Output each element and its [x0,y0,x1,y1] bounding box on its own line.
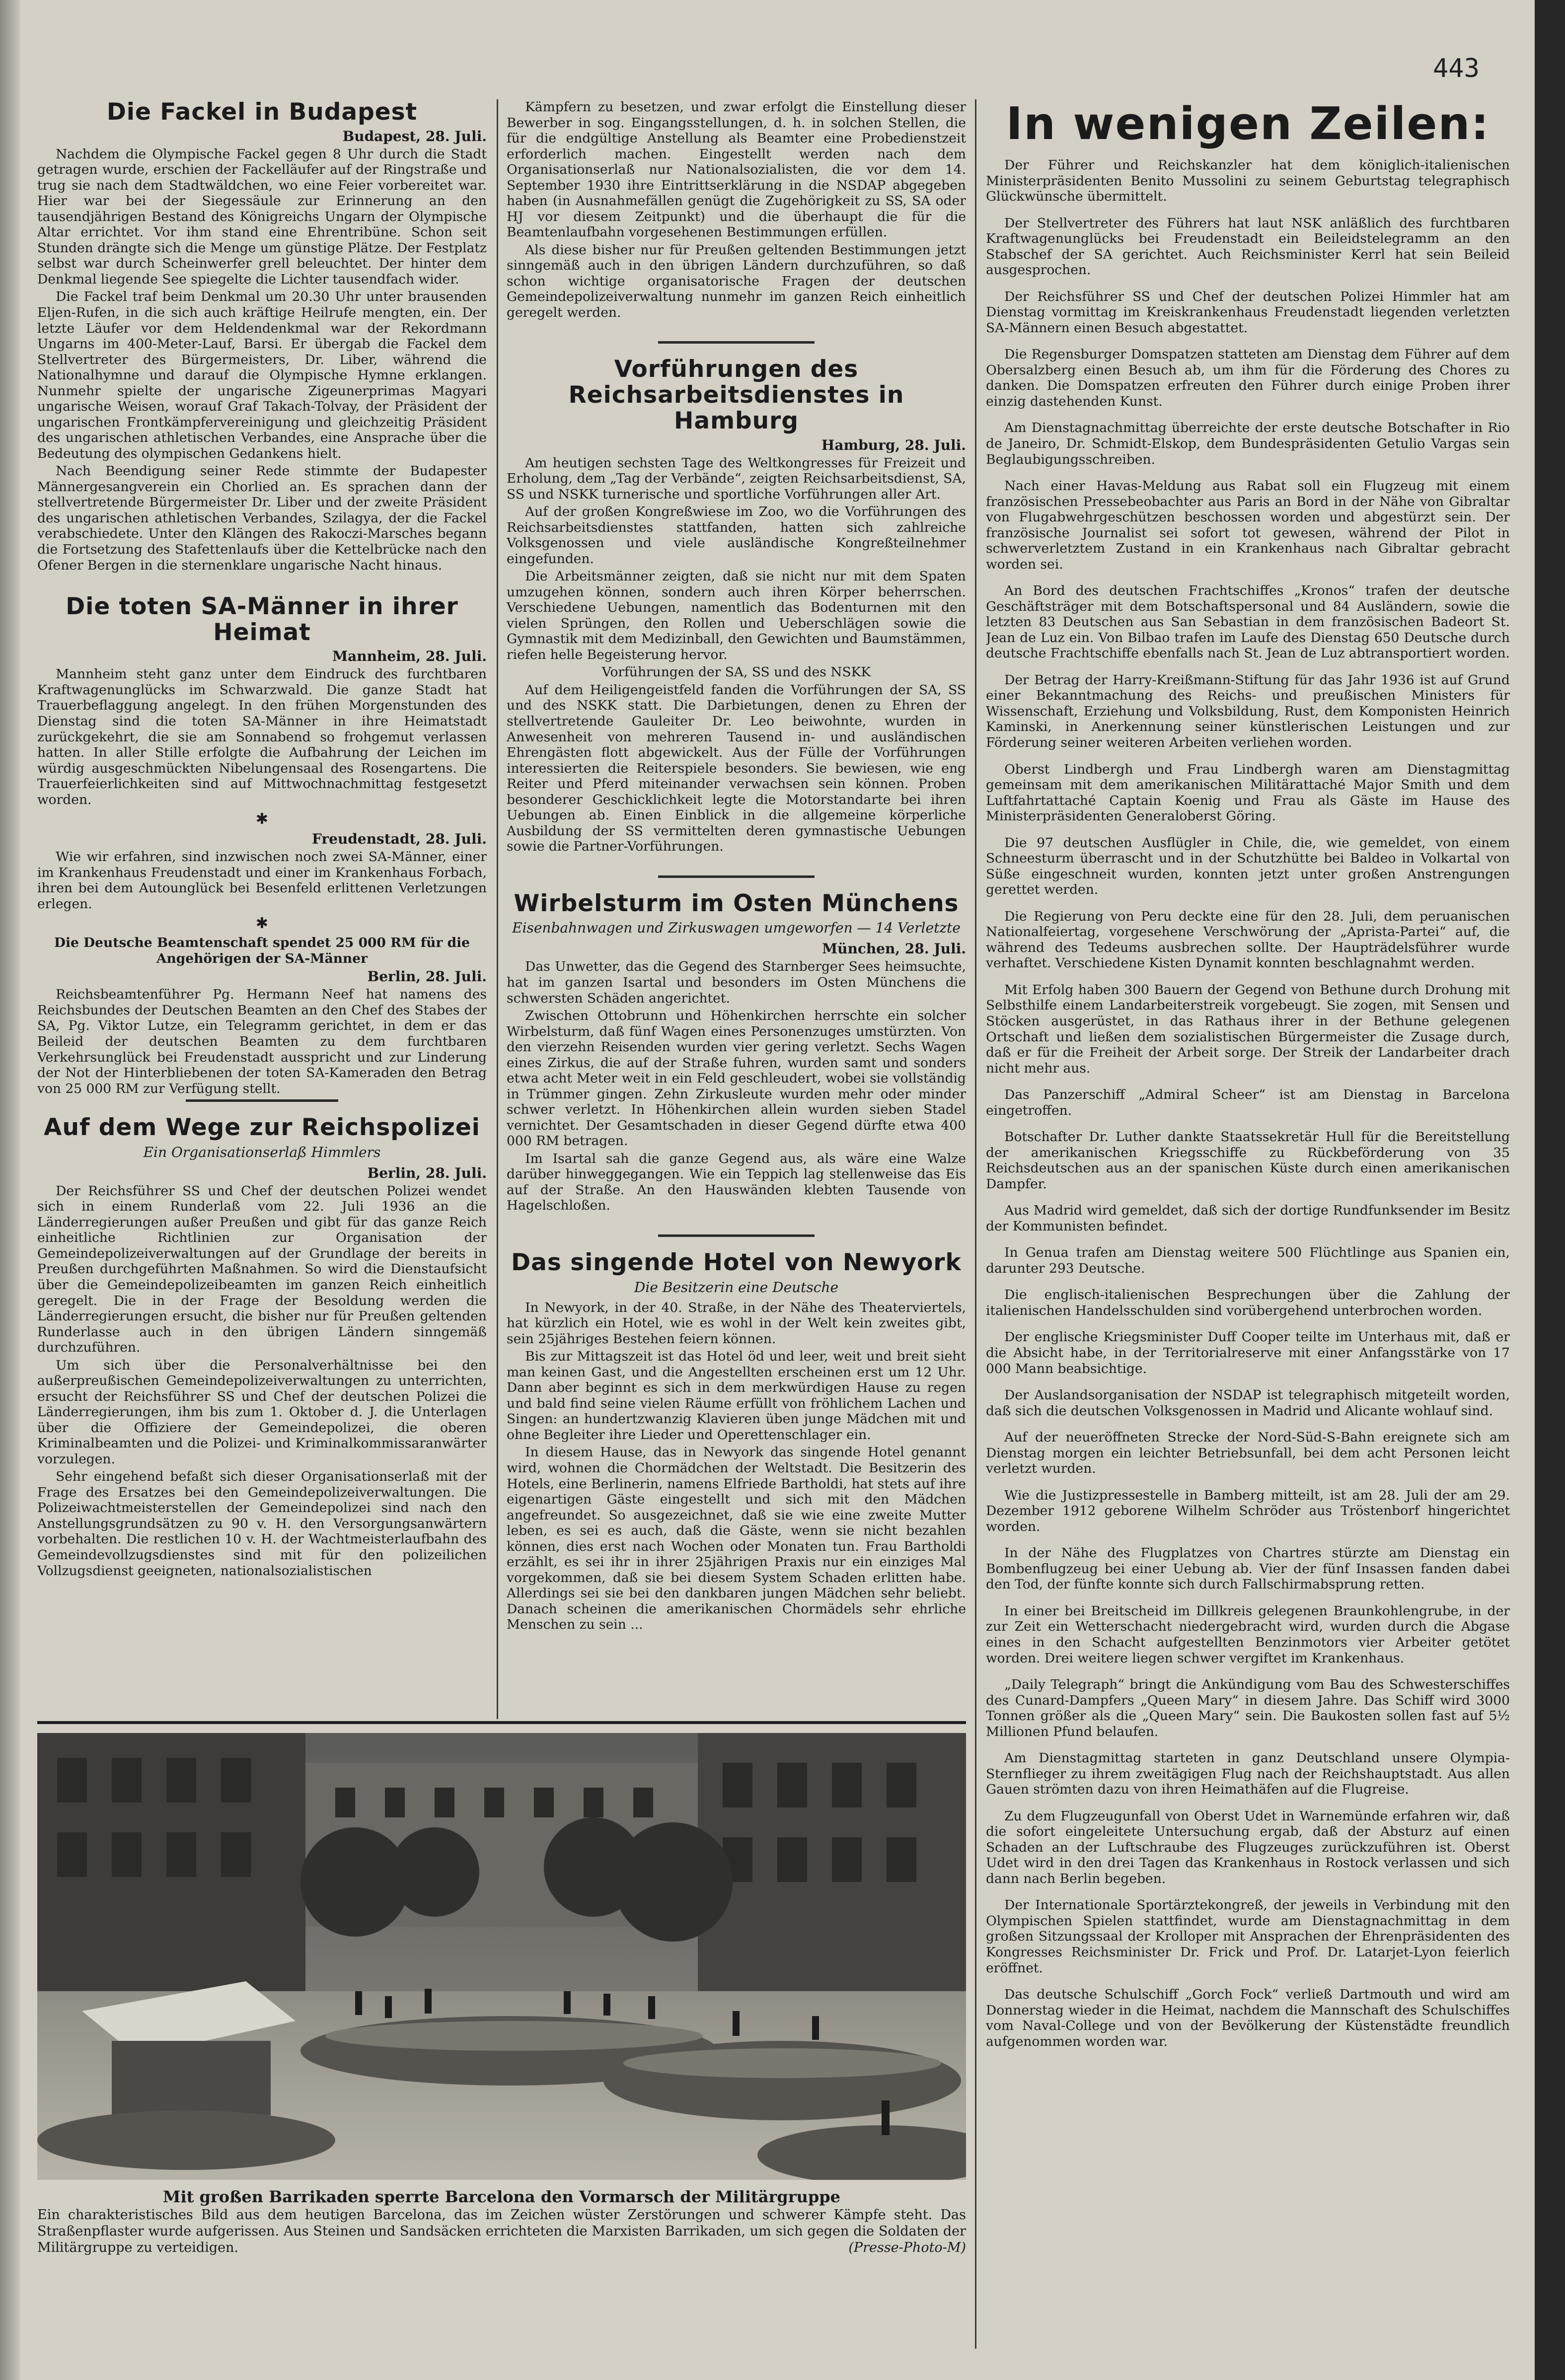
paragraph: Die Fackel traf beim Denkmal um 20.30 Uhr unter brausenden Eljen-Rufen, in die sich auch kräftige Heilrufe mengten, ein. Der letzte Läufer vor dem Heldendenkmal war der Rekordmann Ungarns im 400-Meter-Lauf, Barsi. Er übergab die Fackel dem Stellvertreter des Bürgermeisters, Dr. Liber, während die Nationalhymne und darauf die Olympische Hymne erklangen. Nunmehr spielte der ungarische Zigeunerprimas Magyari ungarische Weisen, worauf Graf Takach-Tolvay, der Präsident der ungarischen Frontkämpfervereinigung und gleichzeitig Präsident des ungarischen athletischen Verbandes, eine Ansprache über die Bedeutung des olympischen Gedankens hielt. [37,289,487,461]
dateline: Berlin, 28. Juli. [367,968,487,985]
news-brief: Am Dienstagnachmittag überreichte der erste deutsche Botschafter in Rio de Janeiro, Dr. Schmidt-Elskop, dem Bundespräsidenten Getulio Vargas sein Beglaubigungsschreiben. [986,420,1510,467]
paragraph: Die Arbeitsmänner zeigten, daß sie nicht nur mit dem Spaten umzugehen können, sondern auch ihren Körper beherrschen. Verschiedene Uebungen, namentlich das Bodenturnen mit den vielen Sprüngen, den Rollen und Ueberschlägen sowie die Gymnastik mit dem Medizinball, den Gewichten und Baumstämmen, riefen helle Begeisterung hervor. [507,569,966,662]
section-subhead: Vorführungen der SA, SS und des NSKK [601,664,871,680]
news-brief: In einer bei Breitscheid im Dillkreis gelegenen Braunkohlengrube, in der zur Zeit ein Wetterschacht niedergebracht wird, wurden durch die Abgase eines in den Schacht aufgestellten Benzinmotors vier Arbeiter getötet worden. Drei weitere liegen schwer vergiftet im Krankenhaus. [986,1603,1510,1666]
paragraph: Kämpfern zu besetzen, und zwar erfolgt die Einstellung dieser Bewerber in sog. Eingangsstellungen, d. h. in solchen Stellen, die für die endgültige Anstellung als Beamter eine Probedienstzeit erforderlich machen. Eingestellt werden nach dem Organisationserlaß nur Nationalsozialisten, die vor dem 14. September 1930 ihre Eintrittserklärung in die NSDAP abgegeben haben (in Ausnahmefällen genügt die Zugehörigkeit zu SS, SA oder HJ vor diesem Zeitpunkt) und die überhaupt die für die Beamtenlaufbahn vorgesehenen Bestimmungen erfüllen. [507,99,966,240]
article-headline: Vorführungen des Reichsarbeitsdienstes in Hamburg [568,356,904,434]
dateline: Budapest, 28. Juli. [342,128,487,144]
article-wirbelsturm-muenchen [507,891,966,1214]
news-brief: An Bord des deutschen Frachtschiffes „Kronos“ trafen der deutsche Geschäftsträger mit dem Botschaftspersonal und 84 Ausländern, sowie die letzten 83 Deutschen aus San Sebastian in dem französischen Badeort St. Jean de Luz ein. Von Bilbao trafen im Laufe des Dienstag 650 Deutsche durch deutsche Frachtschiffe ebenfalls nach St. Jean de Luz abtransportiert worden. [986,583,1510,661]
paragraph: Bis zur Mittagszeit ist das Hotel öd und leer, weit und breit sieht man keinen Gast, und die Angestellten erscheinen erst um 12 Uhr. Dann aber beginnt es sich in dem merkwürdigen Hause zu regen und bald find seine vielen Räume erfüllt von fröhlichem Lachen und Singen: an hundertzwanzig Klavieren üben junge Mädchen mit und ohne Begleiter ihre Lieder und Operettenschlager ein. [507,1349,966,1442]
photo-illustration [37,1733,966,2180]
asterisk-divider: ✱ [255,915,269,933]
paragraph: Wie wir erfahren, sind inzwischen noch zwei SA-Männer, einer im Krankenhaus Freudenstadt und einer im Krankenhaus Forbach, ihren bei dem Autounglück bei Besenfeld erlittenen Verletzungen erlegen. [37,849,487,912]
paragraph: Sehr eingehend befaßt sich dieser Organisationserlaß mit der Frage des Ersatzes bei den Gemeindepolizeiverwaltungen. Die Polizeiwachtmeisterstellen der Gemeindepolizei sind nach den Anstellungsgrundsätzen zu 90 v. H. den Versorgungsanwärtern vorbehalten. Die restlichen 10 v. H. der Wachtmeisterlaufbahn des Gemeindevollzugsdienstes sind mit für den polizeilichen Vollzugsdienst geeigneten, nationalsozialistischen [37,1469,487,1579]
article-headline: Wirbelsturm im Osten Münchens [514,889,959,917]
lead-paragraph: Die Deutsche Beamtenschaft spendet 25 000 RM für die Angehörigen der SA-Männer [54,935,470,966]
photo-title: Mit großen Barrikaden sperrte Barcelona den Vormarsch der Militärgruppe [163,2187,840,2206]
news-brief: Der Auslandsorganisation der NSDAP ist telegraphisch mitgeteilt worden, daß sich die deutschen Volksgenossen in Madrid und Alicante wohlauf sind. [986,1387,1510,1419]
section-headline: In wenigen Zeilen: [1006,99,1490,150]
article-fackel-budapest [37,99,487,573]
paragraph: Zwischen Ottobrunn und Höhenkirchen herrschte ein solcher Wirbelsturm, daß fünf Wagen eines Personenzuges umstürzten. Von den vierzehn Reisenden wurden vier gering verletzt. Sechs Wagen eines Zirkus, die auf der Straße fuhren, wurden samt und sonders etwa acht Meter weit in ein Feld geschleudert, wobei sie vollständig in Trümmer gingen. Zehn Zirkusleute wurden mehr oder minder schwer verletzt. In Höhenkirchen allein wurden sieben Stadel vernichtet. Der Gesamtschaden in dieser Gegend dürfte etwa 400 000 RM betragen. [507,1008,966,1149]
dateline: Freudenstadt, 28. Juli. [312,831,487,848]
news-brief: Nach einer Havas-Meldung aus Rabat soll ein Flugzeug mit einem französischen Pressebeobachter aus Paris an Bord in der Nähe von Gibraltar von Flugabwehrgeschützen beschossen worden und abgestürzt sein. Der französische Journalist sei sofort tot gewesen, während der Pilot in schwerverletztem Zustand in ein Krankenhaus nach Gibraltar gebracht worden sei. [986,478,1510,572]
paragraph: Das Unwetter, das die Gegend des Starnberger Sees heimsuchte, hat im ganzen Isartal und besonders im Osten Münchens die schwersten Schäden angerichtet. [507,959,966,1006]
news-brief: Der Betrag der Harry-Kreißmann-Stiftung für das Jahr 1936 ist auf Grund einer Bekanntmachung des Reichs- und preußischen Ministers für Wissenschaft, Erziehung und Volksbildung, Rust, dem Komponisten Heinrich Kaminski, in Anerkennung seiner künstlerischen Leistungen und zur Förderung seiner weiteren Arbeiten verliehen worden. [986,672,1510,750]
paragraph: Nachdem die Olympische Fackel gegen 8 Uhr durch die Stadt getragen wurde, erschien der Fackelläufer auf der Ringstraße und trug sie nach dem Stadtwäldchen, wo eine Feier vorbereitet war. Hier war bei der Siegessäule zur Erinnerung an den tausendjährigen Bestand des Königreichs Ungarn der Olympische Altar errichtet. Vor ihm stand eine Ehrentribüne. Schon seit Stunden drängte sich die Menge um günstige Plätze. Der Festplatz selbst war durch Scheinwerfer grell beleuchtet. Der hinter dem Denkmal liegende See spiegelte die Lichter tausendfach wider. [37,146,487,287]
news-brief: Der Internationale Sportärztekongreß, der jeweils in Verbindung mit den Olympischen Spielen stattfindet, wurde am Dienstagnachmittag in dem großen Sitzungssaal der Krolloper mit Ansprachen der Ehrenpräsidenten des Kongresses Reichsminister Dr. Frick und Prof. Dr. Latarjet-Lyon feierlich eröffnet. [986,1897,1510,1976]
article-separator [658,875,815,878]
paragraph: Mannheim steht ganz unter dem Eindruck des furchtbaren Kraftwagenunglücks im Schwarzwald. Die ganze Stadt hat Trauerbeflaggung angelegt. In den frühen Morgenstunden des Dienstag sind die toten SA-Männer in ihre Heimatstadt zurückgekehrt, die sie am Sonnabend so frohgemut verlassen hatten. In aller Stille erfolgte die Aufbahrung der Leichen im würdig ausgeschmückten Nibelungensaal des Rosengartens. Die Trauerfeierlichkeiten sind auf Mittwochnachmittag festgesetzt worden. [37,666,487,807]
news-brief: Oberst Lindbergh und Frau Lindbergh waren am Dienstagmittag gemeinsam mit dem amerikanischen Militärattaché Major Smith und dem Luftfahrtattaché Captain Koenig und Frau als Gäste im Hause des Ministerpräsidenten Generaloberst Göring. [986,761,1510,824]
news-brief: Die englisch-italienischen Besprechungen über die Zahlung der italienischen Handelsschulden sind vorübergehend unterbrochen worden. [986,1287,1510,1318]
article-headline: Die Fackel in Budapest [106,99,418,126]
news-brief: In der Nähe des Flugplatzes von Chartres stürzte am Dienstag ein Bombenflugzeug bei einer Uebung ab. Vier der fünf Insassen fanden dabei den Tod, der fünfte konnte sich durch Fallschirmabsprung retten. [986,1545,1510,1592]
paragraph: Auf der großen Kongreßwiese im Zoo, wo die Vorführungen des Reichsarbeitsdienstes stattfanden, hatten sich zahlreiche Volksgenossen und viele ausländische Kongreßteilnehmer eingefunden. [507,504,966,567]
article-separator [186,1099,339,1102]
news-brief: Aus Madrid wird gemeldet, daß sich der dortige Rundfunksender im Besitz der Kommunisten befindet. [986,1203,1510,1234]
dateline: Hamburg, 28. Juli. [821,436,966,453]
paragraph: Auf dem Heiligengeistfeld fanden die Vorführungen der SA, SS und des NSKK statt. Die Darbietungen, denen zu Ehren der stellvertretende Gauleiter Dr. Leo beiwohnte, wurden in Anwesenheit von mehreren Tausend in- und ausländischen Ehrengästen flott abgewickelt. Aus der Fülle der Vorführungen interessierten die Reiterspiele besonders. Sie bewiesen, wie eng Reiter und Pferd miteinander verwachsen sein können. Proben besonderer Geschicklichkeit legte die Motorstandarte bei ihren Uebungen ab. Einen Einblick in die allgemeine körperliche Ausbildung der SS vermittelten deren gymnastische Uebungen sowie die Partner-Vorführungen. [507,682,966,855]
paragraph: Als diese bisher nur für Preußen geltenden Bestimmungen jetzt sinngemäß auch in den übrigen Ländern durchzuführen, so daß schon wichtige organisatorische Fragen der deutschen Gemeindepolizeiverwaltung nunmehr im ganzen Reich einheitlich geregelt werden. [507,242,966,320]
dateline: Mannheim, 28. Juli. [332,648,487,665]
street-barricades-photo [37,1733,966,2180]
news-brief: Wie die Justizpressestelle in Bamberg mitteilt, ist am 28. Juli der am 29. Dezember 1912 geborene Wilhelm Schröder aus Tröstenborf hingerichtet worden. [986,1487,1510,1534]
article-reichspolizei [37,1115,487,1579]
page-number: 443 [1433,54,1480,83]
news-brief: Die Regensburger Domspatzen statteten am Dienstag dem Führer auf dem Obersalzberg einen Besuch ab, um ihm für die Förderung des Chores zu danken. Die Domspatzen erfreuten den Führer durch einige Proben ihrer einzig dastehenden Kunst. [986,347,1510,409]
news-brief: Die 97 deutschen Ausflügler in Chile, die, wie gemeldet, von einem Schneesturm überrascht und in der Schutzhütte bei Baldeo in Volkartal von Süße eingeschneit wurden, konnten jetzt unter großen Anstrengungen gerettet werden. [986,835,1510,898]
paragraph: In diesem Hause, das in Newyork das singende Hotel genannt wird, wohnen die Chormädchen der Weltstadt. Die Besitzerin des Hotels, eine Berlinerin, namens Elfriede Bartholdi, hat stets auf ihre eigenartigen Gäste eingestellt und sich mit den Mädchen angefreundet. So ausgezeichnet, daß sie wie eine zweite Mutter leben, es sei es auch, daß die Gäste, wenn sie nicht bezahlen können, dies erst nach Wochen oder Monaten tun. Frau Bartholdi erzählt, es sei ihr in ihrer 25jährigen Praxis nur ein einziges Mal vorgekommen, daß sie bei diesem System Schaden erlitten habe. Allerdings sei sie bei den dankbaren jungen Mädchen sehr beliebt. Danach scheinen die amerikanischen Chormädels sehr ehrliche Menschen zu sein ... [507,1444,966,1633]
article-separator [658,1234,815,1237]
paragraph: Um sich über die Personalverhältnisse bei den außerpreußischen Gemeindepolizeiverwaltungen zu unterrichten, ersucht der Reichsführer SS und Chef der deutschen Polizei die Länderregierungen, ihm bis zum 1. Oktober d. J. die Unterlagen über die Offiziere der Gemeindepolizei, die oberen Kriminalbeamten und die Polizei- und Kriminalkommissaranwärter vorzulegen. [37,1357,487,1467]
article-headline: Auf dem Wege zur Reichspolizei [44,1114,480,1142]
article-headline: Die toten SA-Männer in ihrer Heimat [66,593,458,646]
news-brief: „Daily Telegraph“ bringt die Ankündigung vom Bau des Schwesterschiffes des Cunard-Dampfers „Queen Mary“ in diesem Jahre. Das Schiff wird 3000 Tonnen größer als die „Queen Mary“ sein. Die Baukosten sollen fast auf 5½ Millionen Pfund belaufen. [986,1677,1510,1739]
caption-body: Ein charakteristisches Bild aus dem heutigen Barcelona, das im Zeichen wüster Zerstörungen und schwerer Kämpfe steht. Das Straßenpflaster wurde aufgerissen. Aus Steinen und Sandsäcken errichteten die Marxisten Barrikaden, um sich gegen die Soldaten der Militärgruppe zu verteidigen. [37,2207,966,2255]
news-brief: Das deutsche Schulschiff „Gorch Fock“ verließ Dartmouth und wird am Donnerstag wieder in die Heimat, nachdem die Mannschaft des Schulschiffes vom Naval-College und von der Bevölkerung der Küstenstädte freundlich aufgenommen worden war. [986,1987,1510,2049]
paragraph: Am heutigen sechsten Tage des Weltkongresses für Freizeit und Erholung, dem „Tag der Verbände“, zeigten Reichsarbeitsdienst, SA, SS und NSKK turnerische und sportliche Vorführungen aller Art. [507,455,966,502]
column-3-in-wenigen-zeilen [986,99,1510,2349]
news-brief: Botschafter Dr. Luther dankte Staatssekretär Hull für die Bereitstellung der amerikanischen Kriegsschiffe zu Rückbeförderung von 35 Reichsdeutschen aus an der spanischen Küste durch einen amerikanischen Dampfer. [986,1129,1510,1192]
news-brief: Das Panzerschiff „Admiral Scheer“ ist am Dienstag in Barcelona eingetroffen. [986,1087,1510,1118]
news-brief: Mit Erfolg haben 300 Bauern der Gegend von Bethune durch Drohung mit Selbsthilfe einem Landarbeiterstreik vorgebeugt. Sie zogen, mit Sensen und Stöcken ausgerüstet, in das Rathaus ihrer in der Bethune gelegenen Ortschaft und ließen dem sozialistischen Bürgermeister die Zusage durch, daß er für die Freiheit der Arbeit sorge. Der Streik der Landarbeiter drach nicht mehr aus. [986,982,1510,1076]
article-singendes-hotel [507,1250,966,1633]
dateline: Berlin, 28. Juli. [367,1164,487,1181]
column-2 [507,99,966,1723]
news-brief: Am Dienstagmittag starteten in ganz Deutschland unsere Olympia-Sternflieger zu ihrem zweitägigen Flug nach der Reichshauptstadt. Aus allen Gauen strömten dazu von ihren Heimathäfen auf die Flugreise. [986,1750,1510,1798]
column-1 [37,99,487,1723]
news-brief: Der Reichsführer SS und Chef der deutschen Polizei Himmler hat am Dienstag vormittag im Kreiskrankenhaus Freudenstadt liegenden verletzten SA-Männern einen Besuch abgestattet. [986,288,1510,336]
paragraph: Nach Beendigung seiner Rede stimmte der Budapester Männergesangverein ein Chorlied an. Es sprachen dann der stellvertretende Bürgermeister Dr. Liber und der zweite Präsident des ungarischen athletischen Verbandes, Szilagya, der die Fackel verabschiedete. Unter den Klängen des Rakoczi-Marsches begann die Fortsetzung des Stafettenlaufs über die Kettelbrücke nach den Ofener Bergen in die sternenklare ungarische Nacht hinaus. [37,463,487,573]
news-brief: Zu dem Flugzeugunfall von Oberst Udet in Warnemünde erfahren wir, daß die sofort eingeleitete Untersuchung ergab, daß der Absturz auf einen Schaden an der Luftschraube des Flugzeuges zurückzuführen ist. Oberst Udet wird in den drei Tagen das Krankenhaus in Rostock verlassen und sich dann nach Berlin begeben. [986,1808,1510,1886]
paragraph: Der Reichsführer SS und Chef der deutschen Polizei wendet sich in einem Runderlaß vom 22. Juli 1936 an die Länderregierungen außer Preußen und gibt für das ganze Reich einheitliche Richtlinien zur Organisation der Gemeindepolizeiverwaltungen auf der Grundlage der bereits in Preußen durchgeführten Maßnahmen. So wird die Dienstaufsicht über die Gemeindepolizeibeamten im ganzen Reich einheitlich geregelt. Die in der Frage der Besoldung werden die Länderregierungen ersucht, die bisher nur für Preußen geltenden Runderlasse auch in den übrigen Ländern sinngemäß durchzuführen. [37,1183,487,1356]
article-reichsarbeitsdienst-hamburg [507,357,966,854]
photo-top-rule [37,1721,966,1724]
article-separator [658,341,815,344]
article-subheadline: Ein Organisationserlaß Himmlers [143,1144,381,1160]
article-headline: Das singende Hotel von Newyork [511,1248,962,1276]
photo-credit: (Presse-Photo-M) [848,2239,966,2255]
binding-edge [0,0,20,2380]
column-rule [975,99,976,2349]
news-brief: In Genua trafen am Dienstag weitere 500 Flüchtlinge aus Spanien ein, darunter 293 Deutsche. [986,1245,1510,1276]
dateline: München, 28. Juli. [822,940,966,957]
paragraph: Reichsbeamtenführer Pg. Hermann Neef hat namens des Reichsbundes der Deutschen Beamten an den Chef des Stabes der SA, Pg. Viktor Lutze, ein Telegramm gerichtet, in dem er das Beileid der deutschen Beamten zu dem furchtbaren Verkehrsunglück bei Freudenstadt ausspricht und zur Linderung der Not der Hinterbliebenen der toten SA-Kameraden den Betrag von 25 000 RM zur Verfügung stellt. [37,987,487,1096]
news-brief: Der Führer und Reichskanzler hat dem königlich-italienischen Ministerpräsidenten Benito Mussolini zu seinem Geburtstag telegraphisch Glückwünsche übermittelt. [986,157,1510,205]
news-brief: Der englische Kriegsminister Duff Cooper teilte im Unterhaus mit, daß er die Absicht habe, in der Territorialreserve mit einer Anfangsstärke von 17 000 Mann beabsichtige. [986,1329,1510,1376]
article-tote-sa-maenner [37,594,487,1096]
article-reichspolizei-continued [507,99,966,320]
news-brief: Auf der neueröffneten Strecke der Nord-Süd-S-Bahn ereignete sich am Dienstag morgen ein leichter Betriebsunfall, bei dem acht Personen leicht verletzt wurden. [986,1430,1510,1477]
column-rule [497,99,498,1719]
article-subheadline: Die Besitzerin eine Deutsche [634,1279,839,1296]
paragraph: Im Isartal sah die ganze Gegend aus, als wäre eine Walze darüber hinweggegangen. Wie ein Teppich lag stellenweise das Eis auf der Straße. An den Hauswänden klebten Tausende von Hagelschloßen. [507,1151,966,1214]
article-subheadline: Eisenbahnwagen und Zirkuswagen umgeworfen — 14 Verletzte [512,920,961,937]
photo-caption [37,2207,966,2256]
news-brief: Der Stellvertreter des Führers hat laut NSK anläßlich des furchtbaren Kraftwagenunglücks bei Freudenstadt ein Beileidstelegramm an den Stabschef der SA gerichtet. Auch Reichsminister Kerrl hat sein Beileid ausgesprochen. [986,215,1510,278]
asterisk-divider: ✱ [255,810,269,828]
paragraph: In Newyork, in der 40. Straße, in der Nähe des Theaterviertels, hat kürzlich ein Hotel, wie es wohl in der Welt kein zweites gibt, sein 25jähriges Bestehen feiern können. [507,1299,966,1347]
news-brief: Die Regierung von Peru deckte eine für den 28. Juli, dem peruanischen Nationalfeiertag, vorgesehene Verschwörung der „Aprista-Partei“ auf, die während des Tedeums ausbrechen sollte. Der Haupträdelsführer wurde verhaftet. Verschiedene Kisten Dynamit konnten beschlagnahmt werden. [986,908,1510,971]
